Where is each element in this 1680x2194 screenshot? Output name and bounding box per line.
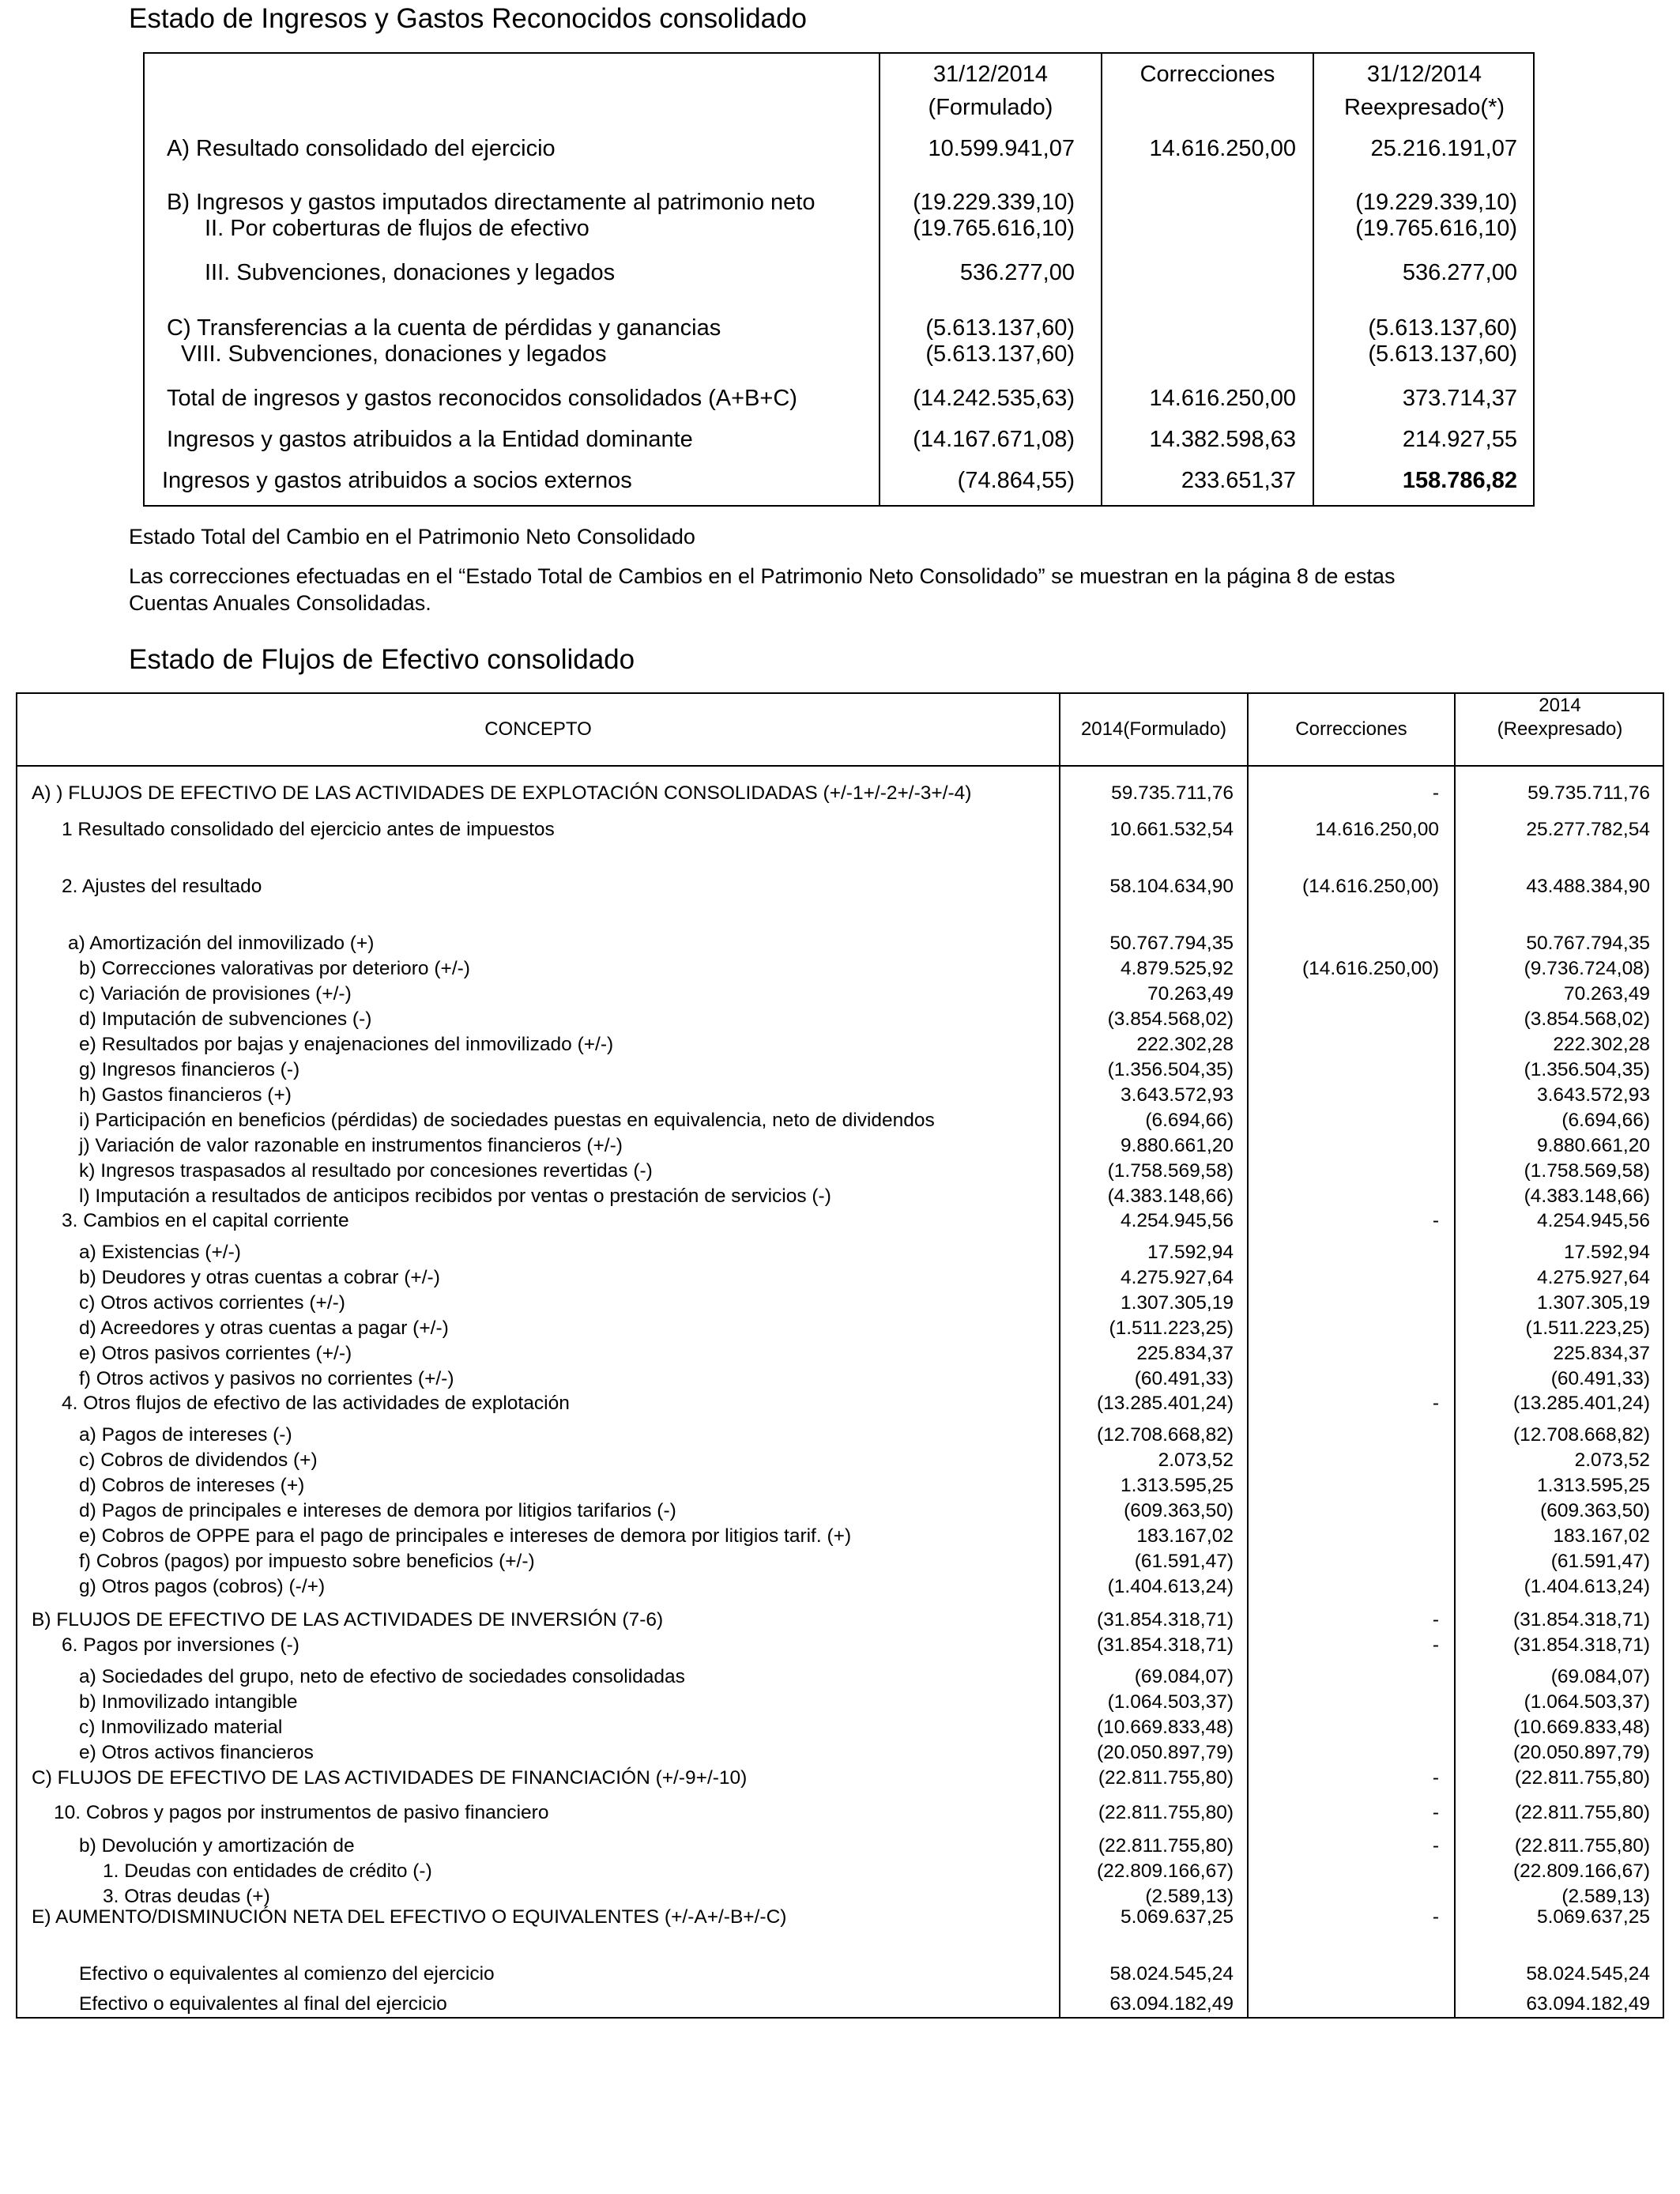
header-2014: 2014 xyxy=(1539,695,1581,716)
title-ingresos-gastos: Estado de Ingresos y Gastos Reconocidos consolidado xyxy=(129,3,808,34)
table-row: 2. Ajustes del resultado 58.104.634,90 (14.616.250,00) 43.488.384,90 xyxy=(62,876,1650,897)
header-divider xyxy=(17,765,1663,767)
table-row: Ingresos y gastos atribuidos a la Entidad dominante (14.167.671,08) 14.382.598,63 214.927,55 xyxy=(167,427,1517,452)
table-row: a) Existencias (+/-) 17.592,94 17.592,94 xyxy=(79,1242,1650,1263)
table-row: e) Resultados por bajas y enajenaciones del inmovilizado (+/-) 222.302,28 222.302,28 xyxy=(79,1034,1650,1055)
table-row: C) FLUJOS DE EFECTIVO DE LAS ACTIVIDADES DE FINANCIACIÓN (+/-9+/-10) (22.811.755,80) - (22.811.755,80) xyxy=(32,1767,1650,1789)
table-row: 3. Otras deudas (+) (2.589,13) (2.589,13) xyxy=(103,1886,1650,1907)
ingresos-gastos-table xyxy=(143,52,1535,507)
table-row: Efectivo o equivalentes al comienzo del ejercicio 58.024.545,24 58.024.545,24 xyxy=(79,1963,1650,1985)
header-formulado: (Formulado) xyxy=(928,95,1053,120)
table-row: A) Resultado consolidado del ejercicio 10.599.941,07 14.616.250,00 25.216.191,07 xyxy=(167,136,1517,161)
table-row: f) Otros activos y pasivos no corrientes (+/-) (60.491,33) (60.491,33) xyxy=(79,1368,1650,1389)
table-row: e) Cobros de OPPE para el pago de principales e intereses de demora por litigios tarif. (+) 183.167,02 183.167,02 xyxy=(79,1525,1650,1547)
table-row: a) Sociedades del grupo, neto de efectivo de sociedades consolidadas (69.084,07) (69.084,07) xyxy=(79,1666,1650,1687)
table-row: 4. Otros flujos de efectivo de las actividades de explotación (13.285.401,24) - (13.285.401,24) xyxy=(62,1393,1650,1414)
table-row: b) Correcciones valorativas por deterioro (+/-) 4.879.525,92 (14.616.250,00) (9.736.724,08) xyxy=(79,958,1650,979)
table-row: i) Participación en beneficios (pérdidas) de sociedades puestas en equivalencia, neto de dividendos (6.694,66) (6.694,66) xyxy=(79,1110,1650,1131)
table-row: 3. Cambios en el capital corriente 4.254.945,56 - 4.254.945,56 xyxy=(62,1210,1650,1231)
table-row: f) Cobros (pagos) por impuesto sobre beneficios (+/-) (61.591,47) (61.591,47) xyxy=(79,1551,1650,1572)
header-reexpresado-date: 31/12/2014 xyxy=(1366,62,1482,87)
table-row: c) Inmovilizado material (10.669.833,48) (10.669.833,48) xyxy=(79,1717,1650,1738)
table-row: VIII. Subvenciones, donaciones y legados (5.613.137,60) (5.613.137,60) xyxy=(181,341,1517,367)
table-row: a) Amortización del inmovilizado (+) 50.767.794,35 50.767.794,35 xyxy=(68,933,1650,954)
table-row: l) Imputación a resultados de anticipos recibidos por ventas o prestación de servicios (-) (4.383.148,66) (4.383.148,66) xyxy=(79,1186,1650,1207)
table-row: d) Acreedores y otras cuentas a pagar (+/-) (1.511.223,25) (1.511.223,25) xyxy=(79,1318,1650,1339)
header-reexpresado: Reexpresado(*) xyxy=(1343,95,1505,120)
header-formulado-date: 31/12/2014 xyxy=(932,62,1049,87)
table-row: 1 Resultado consolidado del ejercicio antes de impuestos 10.661.532,54 14.616.250,00 25.277.782,54 xyxy=(62,819,1650,840)
table-row: Ingresos y gastos atribuidos a socios externos (74.864,55) 233.651,37 158.786,82 xyxy=(162,468,1517,493)
table-row: III. Subvenciones, donaciones y legados 536.277,00 536.277,00 xyxy=(205,260,1517,285)
table-row: B) Ingresos y gastos imputados directamente al patrimonio neto (19.229.339,10) (19.229.339,10) xyxy=(167,190,1517,215)
table-row: e) Otros pasivos corrientes (+/-) 225.834,37 225.834,37 xyxy=(79,1343,1650,1364)
title-flujos-efectivo: Estado de Flujos de Efectivo consolidado xyxy=(129,644,635,675)
note-line-2: Cuentas Anuales Consolidadas. xyxy=(129,591,431,615)
table-row: d) Pagos de principales e intereses de demora por litigios tarifarios (-) (609.363,50) (609.363,50) xyxy=(79,1500,1650,1521)
table-row: B) FLUJOS DE EFECTIVO DE LAS ACTIVIDADES DE INVERSIÓN (7-6) (31.854.318,71) - (31.854.318,71) xyxy=(32,1609,1650,1630)
table-row: d) Imputación de subvenciones (-) (3.854.568,02) (3.854.568,02) xyxy=(79,1008,1650,1030)
flujos-efectivo-table xyxy=(16,692,1664,2019)
header-correcciones: Correcciones xyxy=(1139,62,1275,87)
table-row: e) Otros activos financieros (20.050.897,79) (20.050.897,79) xyxy=(79,1742,1650,1763)
table-row: 1. Deudas con entidades de crédito (-) (22.809.166,67) (22.809.166,67) xyxy=(103,1860,1650,1882)
table-row: c) Variación de provisiones (+/-) 70.263,49 70.263,49 xyxy=(79,983,1650,1005)
table-row: b) Deudores y otras cuentas a cobrar (+/-) 4.275.927,64 4.275.927,64 xyxy=(79,1267,1650,1288)
table-row: c) Cobros de dividendos (+) 2.073,52 2.073,52 xyxy=(79,1449,1650,1471)
table-row: g) Otros pagos (cobros) (-/+) (1.404.613,24) (1.404.613,24) xyxy=(79,1576,1650,1597)
table-row: C) Transferencias a la cuenta de pérdidas y ganancias (5.613.137,60) (5.613.137,60) xyxy=(167,315,1517,341)
table-row: b) Devolución y amortización de (22.811.755,80) - (22.811.755,80) xyxy=(79,1835,1650,1857)
table-row: A) ) FLUJOS DE EFECTIVO DE LAS ACTIVIDADES DE EXPLOTACIÓN CONSOLIDADAS (+/-1+/-2+/-3+/-4) 59.735.711,76 - 59.735.711,76 xyxy=(32,782,1650,804)
header-correcciones: Correcciones xyxy=(1295,718,1407,740)
table-row: Efectivo o equivalentes al final del ejercicio 63.094.182,49 63.094.182,49 xyxy=(79,1993,1650,2015)
table-row: j) Variación de valor razonable en instrumentos financieros (+/-) 9.880.661,20 9.880.661,20 xyxy=(79,1135,1650,1156)
header-formulado: 2014(Formulado) xyxy=(1080,718,1227,740)
table-row: c) Otros activos corrientes (+/-) 1.307.305,19 1.307.305,19 xyxy=(79,1292,1650,1314)
header-reexpresado: (Reexpresado) xyxy=(1497,718,1623,740)
table-row: 10. Cobros y pagos por instrumentos de pasivo financiero (22.811.755,80) - (22.811.755,80) xyxy=(54,1802,1650,1823)
table-row: g) Ingresos financieros (-) (1.356.504,35) (1.356.504,35) xyxy=(79,1059,1650,1080)
note-title: Estado Total del Cambio en el Patrimonio Neto Consolidado xyxy=(129,525,695,548)
table-row: 6. Pagos por inversiones (-) (31.854.318,71) - (31.854.318,71) xyxy=(62,1634,1650,1656)
table-row: b) Inmovilizado intangible (1.064.503,37) (1.064.503,37) xyxy=(79,1691,1650,1713)
table-row: h) Gastos financieros (+) 3.643.572,93 3.643.572,93 xyxy=(79,1084,1650,1106)
table-row: k) Ingresos traspasados al resultado por concesiones revertidas (-) (1.758.569,58) (1.758.569,58) xyxy=(79,1160,1650,1182)
table-row: E) AUMENTO/DISMINUCIÓN NETA DEL EFECTIVO O EQUIVALENTES (+/-A+/-B+/-C) 5.069.637,25 - 5.069.637,25 xyxy=(32,1906,1650,1928)
table-row: Total de ingresos y gastos reconocidos consolidados (A+B+C) (14.242.535,63) 14.616.250,00 373.714,37 xyxy=(167,386,1517,411)
note-line-1: Las correcciones efectuadas en el “Estado Total de Cambios en el Patrimonio Neto Consolidado” se muestran en la página 8 de estas xyxy=(129,564,1396,588)
header-concepto: CONCEPTO xyxy=(484,718,592,740)
table-row: d) Cobros de intereses (+) 1.313.595,25 1.313.595,25 xyxy=(79,1475,1650,1496)
table-row: II. Por coberturas de flujos de efectivo (19.765.616,10) (19.765.616,10) xyxy=(205,216,1517,241)
table-row: a) Pagos de intereses (-) (12.708.668,82) (12.708.668,82) xyxy=(79,1424,1650,1446)
